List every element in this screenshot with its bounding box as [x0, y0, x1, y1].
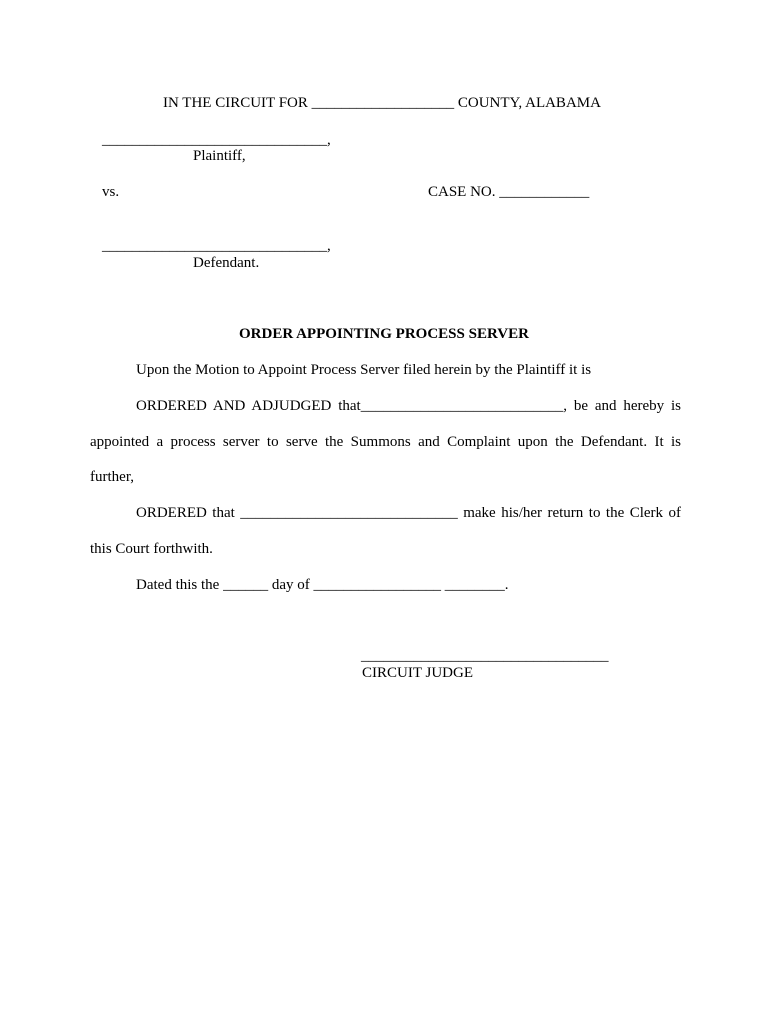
dated-line: Dated this the ______ day of _________________ ________.	[136, 577, 509, 593]
further-line: further,	[90, 469, 134, 485]
order-intro: Upon the Motion to Appoint Process Server filed herein by the Plaintiff it is	[136, 362, 592, 378]
ordered-return-line: ORDERED that _____________________________ make his/her return to the Clerk of	[136, 505, 681, 521]
judge-signature-line: _________________________________	[361, 648, 609, 664]
forthwith-line: this Court forthwith.	[90, 541, 213, 557]
versus-label: vs.	[102, 184, 120, 200]
appointed-line: appointed a process server to serve the Summons and Complaint upon the Defendant. It is	[90, 434, 681, 450]
judge-signature-label: CIRCUIT JUDGE	[362, 665, 473, 681]
defendant-name-blank: ______________________________,	[102, 238, 331, 254]
case-number: CASE NO. ____________	[428, 184, 590, 200]
plaintiff-name-blank: ______________________________,	[102, 132, 331, 148]
court-caption: IN THE CIRCUIT FOR ___________________ COUNTY, ALABAMA	[163, 95, 601, 111]
order-title: ORDER APPOINTING PROCESS SERVER	[239, 326, 529, 342]
ordered-adjudged-line: ORDERED AND ADJUDGED that___________________________, be and hereby is	[136, 398, 681, 414]
plaintiff-label: Plaintiff,	[193, 148, 246, 164]
defendant-label: Defendant.	[193, 255, 260, 271]
